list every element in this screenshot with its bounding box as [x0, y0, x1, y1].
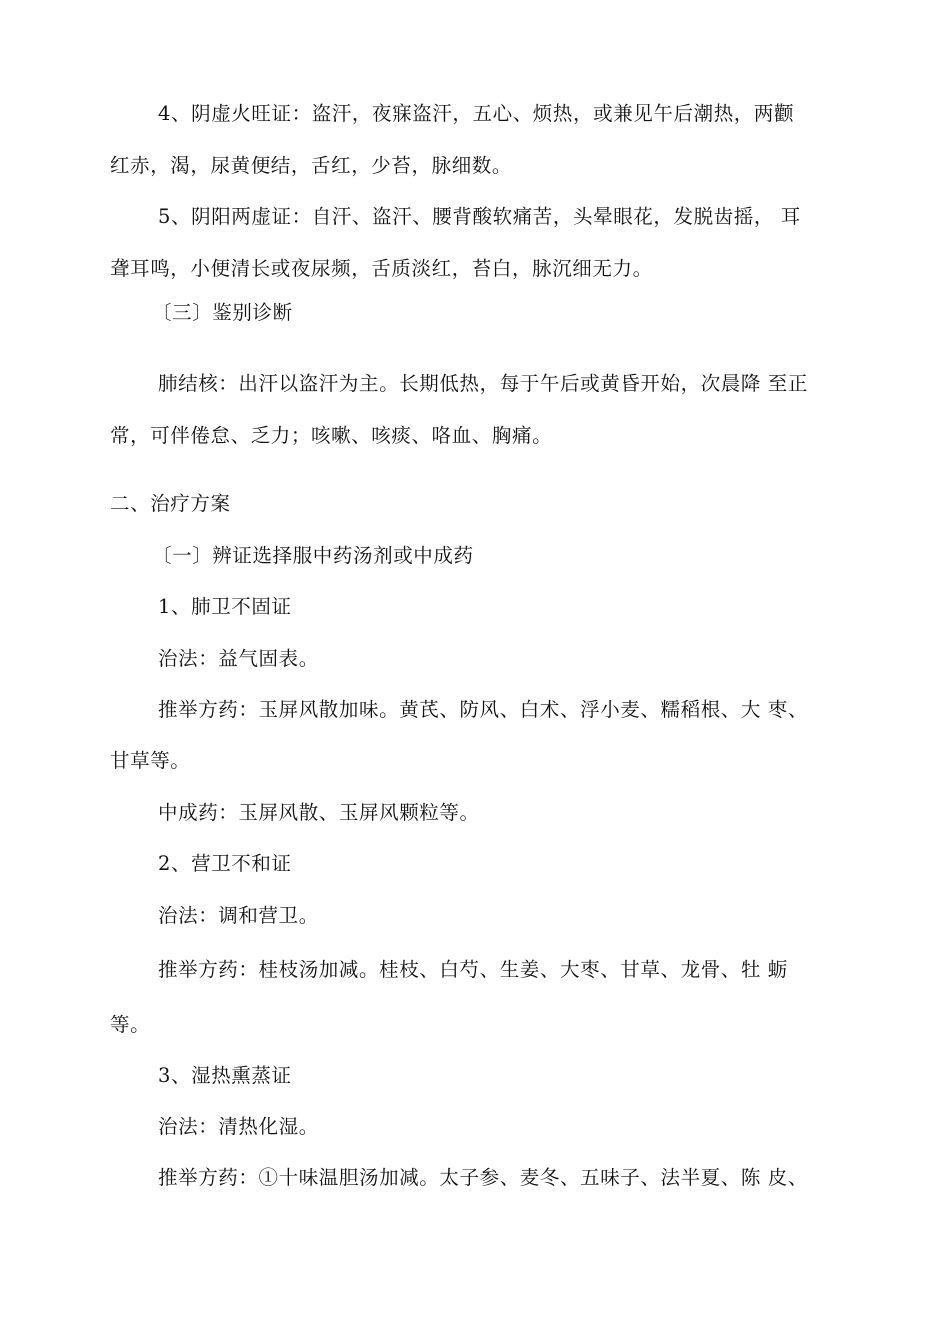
syndrome-title-1: 1、肺卫不固证 — [158, 595, 292, 618]
paragraph-yin-yang-deficiency-line2: 聋耳鸣，小便清长或夜尿频，舌质淡红，苔白，脉沉细无力。 — [110, 257, 653, 280]
part-heading-treatment-plan: 二、治疗方案 — [110, 492, 231, 515]
paragraph-yin-deficiency-line1: 4、阴虚火旺证：盗汗，夜寐盗汗，五心、烦热，或兼见午后潮热，两颧 — [158, 102, 795, 125]
treatment-method-3: 治法：清热化湿。 — [158, 1115, 319, 1138]
recommended-prescription-1-line2: 甘草等。 — [110, 749, 191, 772]
treatment-method-1: 治法：益气固表。 — [158, 647, 319, 670]
paragraph-yin-deficiency-line2: 红赤，渴，尿黄便结，舌红，少苔，脉细数。 — [110, 154, 513, 177]
paragraph-tuberculosis-line1: 肺结核：出汗以盗汗为主。长期低热，每于午后或黄昏开始，次晨降 至正 — [158, 372, 808, 395]
treatment-method-2: 治法：调和营卫。 — [158, 904, 319, 927]
syndrome-title-3: 3、湿热熏蒸证 — [158, 1064, 292, 1087]
recommended-prescription-3-line1: 推举方药：①十味温胆汤加减。太子参、麦冬、五味子、法半夏、陈 皮、 — [158, 1166, 808, 1189]
recommended-prescription-2-line1: 推举方药：桂枝汤加减。桂枝、白芍、生姜、大枣、甘草、龙骨、牡 蛎 — [158, 958, 788, 981]
recommended-prescription-1-line1: 推举方药：玉屏风散加味。黄芪、防风、白术、浮小麦、糯稻根、大 枣、 — [158, 698, 808, 721]
section-heading-differential-diagnosis: 〔三〕鉴别诊断 — [152, 301, 293, 324]
paragraph-tuberculosis-line2: 常，可伴倦怠、乏力；咳嗽、咳痰、咯血、胸痛。 — [110, 424, 553, 447]
syndrome-title-2: 2、营卫不和证 — [158, 852, 292, 875]
subsection-heading-syndrome-differentiation: 〔一〕辨证选择服中药汤剂或中成药 — [152, 544, 474, 567]
recommended-prescription-2-line2: 等。 — [110, 1013, 151, 1036]
paragraph-yin-yang-deficiency-line1: 5、阴阳两虚证：自汗、盗汗、腰背酸软痛苦，头晕眼花，发脱齿摇， 耳 — [158, 205, 801, 228]
patent-medicine-1: 中成药：玉屏风散、玉屏风颗粒等。 — [158, 801, 480, 824]
